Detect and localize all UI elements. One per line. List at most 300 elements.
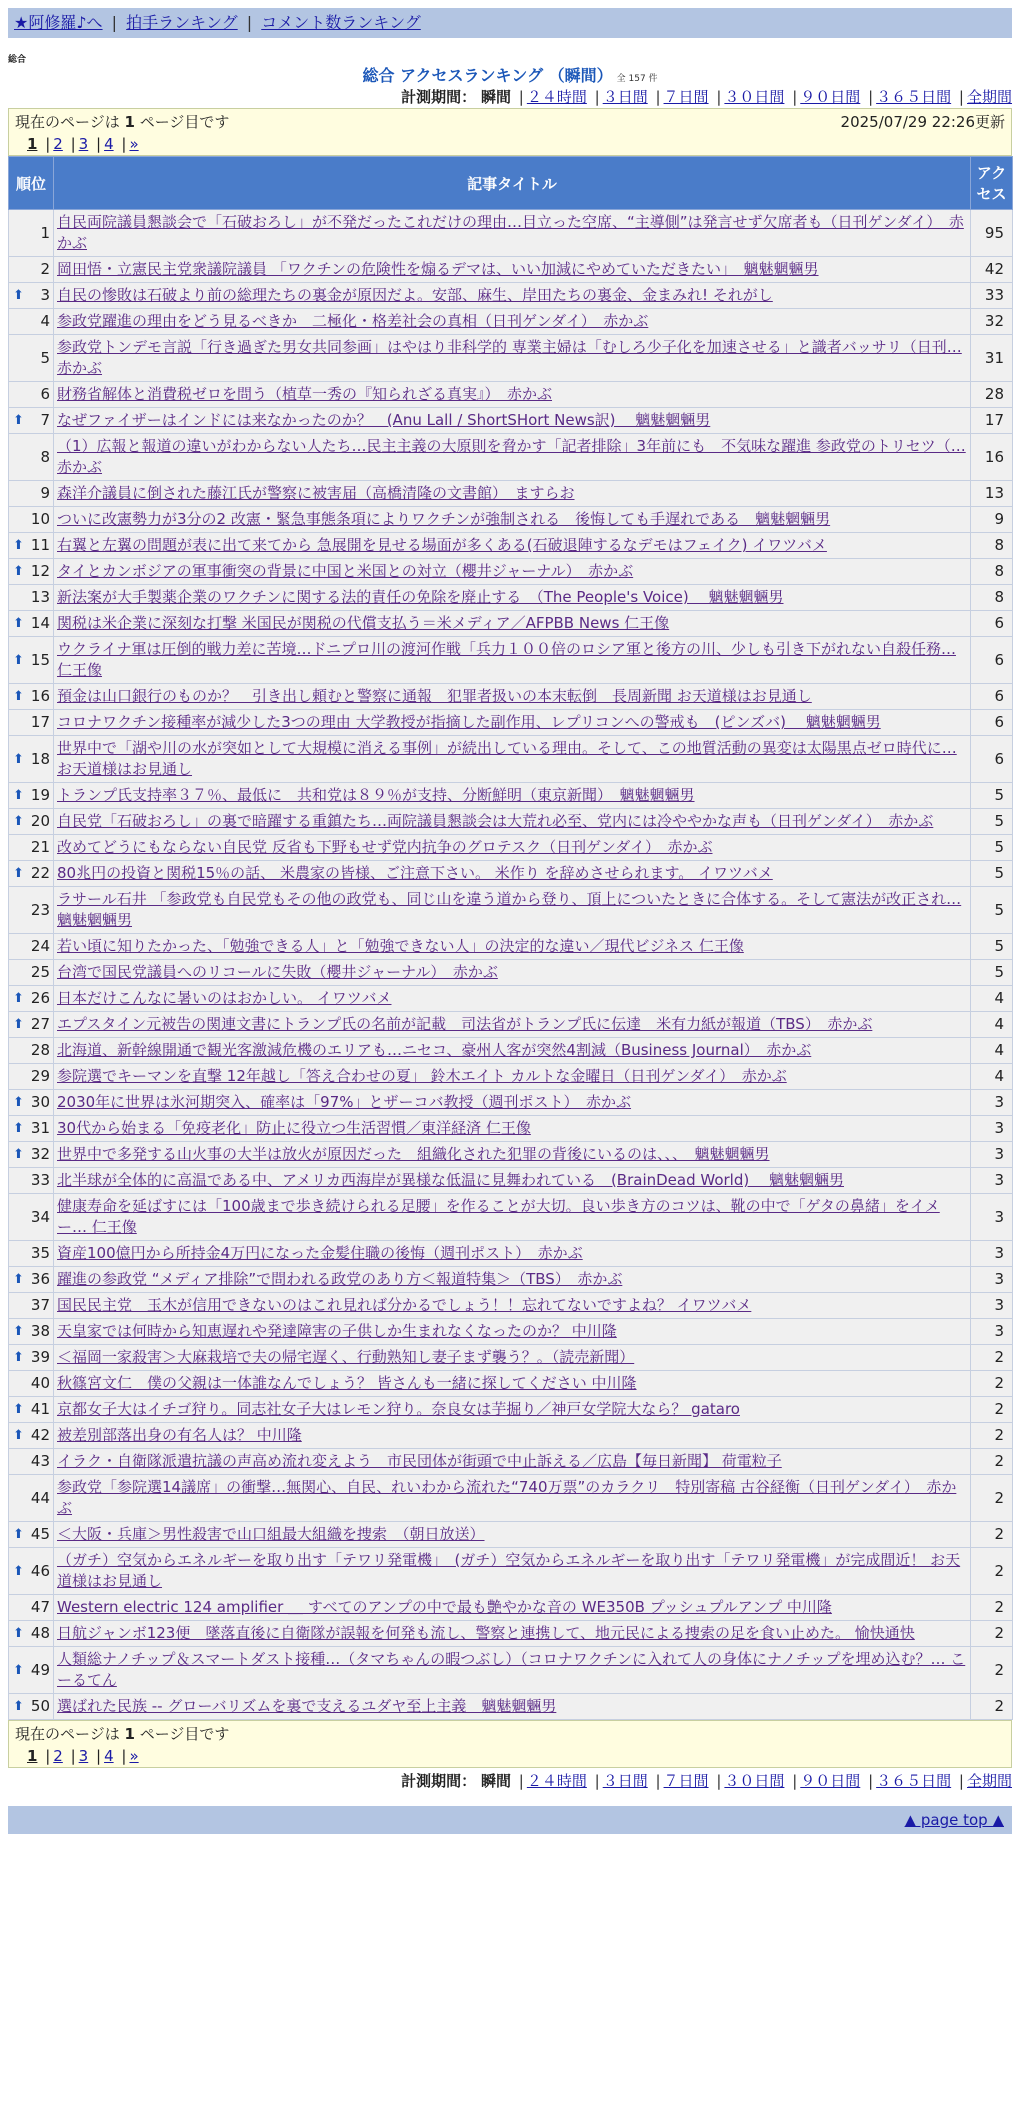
article-title-link[interactable]: 関税は米企業に深刻な打撃 米国民が関税の代償支払う＝米メディア／AFPBB News 仁王像	[57, 614, 670, 632]
title-cell	[54, 481, 971, 507]
rank-cell	[9, 1012, 54, 1038]
rank-number: 29	[30, 1067, 50, 1085]
rank-number: 22	[30, 864, 50, 882]
rank-number: 20	[30, 812, 50, 830]
article-title-link[interactable]: 選ばれた民族 -- グローバリズムを裏で支えるユダヤ至上主義 魑魅魍魎男	[57, 1697, 557, 1715]
article-title-link[interactable]: 若い頃に知りたかった、「勉強できる人」と「勉強できない人」の決定的な違い／現代ビジネス 仁王像	[57, 937, 744, 955]
period-3d[interactable]: ３日間	[602, 88, 648, 106]
table-row	[9, 1595, 1013, 1621]
rank-cell	[9, 835, 54, 861]
rank-number: 33	[30, 1171, 50, 1189]
rank-cell	[9, 861, 54, 887]
title-cell	[54, 257, 971, 283]
table-row	[9, 1397, 1013, 1423]
rank-cell	[9, 283, 54, 309]
access-count: 3	[971, 1194, 1013, 1241]
rank-cell	[9, 1142, 54, 1168]
title-cell	[54, 283, 971, 309]
access-count: 6	[971, 611, 1013, 637]
table-row	[9, 1371, 1013, 1397]
page-4-link-bottom[interactable]: 4	[104, 1747, 114, 1765]
rank-up-arrow-icon: ⬆	[13, 1272, 24, 1287]
title-cell	[54, 559, 971, 585]
table-row	[9, 1038, 1013, 1064]
article-title-link[interactable]: 森洋介議員に倒された藤江氏が警察に被害届（高橋清隆の文書館） ますらお	[57, 484, 575, 502]
rank-up-arrow-icon: ⬆	[13, 1147, 24, 1162]
access-count: 2	[971, 1345, 1013, 1371]
rank-number: 41	[30, 1400, 50, 1418]
rank-cell	[9, 783, 54, 809]
access-count: 2	[971, 1397, 1013, 1423]
period-365d[interactable]: ３６５日間	[876, 88, 952, 106]
title-cell	[54, 710, 971, 736]
rank-cell	[9, 1475, 54, 1522]
period-3d-bottom[interactable]: ３日間	[602, 1772, 648, 1790]
access-count: 5	[971, 887, 1013, 934]
rank-up-arrow-icon: ⬆	[13, 1324, 24, 1339]
table-row	[9, 611, 1013, 637]
rank-number: 42	[30, 1426, 50, 1444]
title-cell	[54, 1319, 971, 1345]
article-title-link[interactable]: 30代から始まる「免疫老化」防止に役立つ生活習慣／東洋経済 仁王像	[57, 1119, 531, 1137]
rank-up-arrow-icon: ⬆	[13, 1350, 24, 1365]
article-title-link[interactable]: エプスタイン元被告の関連文書にトランプ氏の名前が記載 司法省がトランプ氏に伝達 米有力紙が報道（TBS） 赤かぶ	[57, 1015, 873, 1033]
title-cell	[54, 1475, 971, 1522]
article-title-link[interactable]: ＜福岡一家殺害＞大麻栽培で夫の帰宅遅く、行動熟知し妻子まず襲う？。（読売新聞）	[57, 1348, 635, 1366]
title-cell	[54, 1694, 971, 1720]
rank-cell	[9, 1522, 54, 1548]
header-title: 記事タイトル	[54, 157, 971, 210]
access-count: 5	[971, 934, 1013, 960]
period-30d-bottom[interactable]: ３０日間	[724, 1772, 785, 1790]
access-count: 3	[971, 1267, 1013, 1293]
page-3-link[interactable]: 3	[78, 135, 89, 153]
access-count: 2	[971, 1595, 1013, 1621]
title-cell	[54, 408, 971, 434]
rank-cell	[9, 481, 54, 507]
article-title-link[interactable]: なぜファイザーはインドには来なかったのか？ (Anu Lall / ShortSHort News訳) 魑魅魍魎男	[57, 411, 711, 429]
rank-cell	[9, 637, 54, 684]
period-selector-bottom: 計測期間： 瞬間 | ２４時間 | ３日間 | ７日間 | ３０日間 | ９０日間 | ３６５日間 | 全期間	[401, 1772, 1012, 1790]
rank-cell	[9, 1319, 54, 1345]
access-count: 17	[971, 408, 1013, 434]
article-title-link[interactable]: タイとカンボジアの軍事衝突の背景に中国と米国との対立（櫻井ジャーナル） 赤かぶ	[57, 562, 634, 580]
article-title-link[interactable]: 京都女子大はイチゴ狩り。同志社女子大はレモン狩り。奈良女は芋掘り／神戸女学院大なら？ gataro	[57, 1400, 740, 1418]
table-row	[9, 585, 1013, 611]
article-title-link[interactable]: 日本だけこんなに暑いのはおかしい。 イワツバメ	[57, 989, 392, 1007]
article-title-link[interactable]: 参院選でキーマンを直撃 12年越し「答え合わせの夏」 鈴木エイト カルトな金曜日（日刊ゲンダイ） 赤かぶ	[57, 1067, 787, 1085]
access-count: 9	[971, 507, 1013, 533]
rank-cell	[9, 1267, 54, 1293]
rank-number: 25	[30, 963, 50, 981]
title-cell	[54, 783, 971, 809]
rank-number: 48	[30, 1624, 50, 1642]
access-count: 6	[971, 736, 1013, 783]
article-title-link[interactable]: 預金は山口銀行のものか？ 引き出し頼むと警察に通報 犯罪者扱いの本末転倒 長周新聞 お天道様はお見通し	[57, 687, 812, 705]
title-cell	[54, 1449, 971, 1475]
article-title-link[interactable]: 北半球が全体的に高温である中、アメリカ西海岸が異様な低温に見舞われている (BrainDead World) 魑魅魍魎男	[57, 1171, 844, 1189]
access-count: 3	[971, 1090, 1013, 1116]
article-title-link[interactable]: ついに改憲勢力が3分の2 改憲・緊急事態条項によりワクチンが強制される 後悔しても手遅れである 魑魅魍魎男	[57, 510, 831, 528]
rank-number: 2	[40, 260, 50, 278]
rank-up-arrow-icon: ⬆	[13, 1095, 24, 1110]
pagination-top: 1 | 2 | 3 | 4 | »	[27, 135, 139, 153]
article-title-link[interactable]: トランプ氏支持率３７％、最低に 共和党は８９％が支持、分断鮮明（東京新聞） 魑魅魍魎男	[57, 786, 695, 804]
article-title-link[interactable]: 自民党「石破おろし」の裏で暗躍する重鎮たち…両院議員懇談会は大荒れ必至、党内には冷ややかな声も（日刊ゲンダイ） 赤かぶ	[57, 812, 934, 830]
rank-cell	[9, 611, 54, 637]
article-title-link[interactable]: 右翼と左翼の問題が表に出て来てから 急展開を見せる場面が多くある(石破退陣するなデモはフェイク) イワツバメ	[57, 536, 827, 554]
title-cell	[54, 1064, 971, 1090]
article-title-link[interactable]: 台湾で国民党議員へのリコールに失敗（櫻井ジャーナル） 赤かぶ	[57, 963, 498, 981]
comment-ranking-link[interactable]: コメント数ランキング	[261, 13, 421, 32]
rank-cell	[9, 1397, 54, 1423]
table-row	[9, 1142, 1013, 1168]
rank-number: 13	[30, 588, 50, 606]
article-title-link[interactable]: Western electric 124 amplifier ＿ すべてのアンプの中で最も艶やかな音の WE350B プッシュプルアンプ 中川隆	[57, 1598, 832, 1616]
table-row	[9, 257, 1013, 283]
table-row	[9, 1449, 1013, 1475]
title-cell	[54, 861, 971, 887]
table-row	[9, 1090, 1013, 1116]
table-row	[9, 637, 1013, 684]
rank-up-arrow-icon: ⬆	[13, 1017, 24, 1032]
rank-number: 24	[30, 937, 50, 955]
rank-cell	[9, 809, 54, 835]
rank-cell	[9, 1449, 54, 1475]
access-count: 95	[971, 210, 1013, 257]
article-title-link[interactable]: 改めてどうにもならない自民党 反省も下野もせず党内抗争のグロテスク（日刊ゲンダイ） 赤かぶ	[57, 838, 713, 856]
article-title-link[interactable]: 人類総ナノチップ＆スマートダスト接種…（タマちゃんの暇つぶし）（コロナワクチンに入れて人の身体にナノチップを埋め込む？… こーるてん	[57, 1650, 966, 1689]
period-7d-bottom[interactable]: ７日間	[663, 1772, 709, 1790]
rank-number: 44	[30, 1488, 50, 1507]
top-nav-bar	[8, 8, 1012, 38]
table-row	[9, 1475, 1013, 1522]
title-cell	[54, 960, 971, 986]
article-title-link[interactable]: 自民の惨敗は石破より前の総理たちの裏金が原因だよ。安部、麻生、岸田たちの裏金、金まみれ! それがし	[57, 286, 773, 304]
rank-up-arrow-icon: ⬆	[13, 689, 24, 704]
rank-number: 12	[30, 562, 50, 580]
title-cell	[54, 934, 971, 960]
access-count: 2	[971, 1449, 1013, 1475]
article-title-link[interactable]: （ガチ）空気からエネルギーを取り出す「テワリ発電機」 (ガチ）空気からエネルギーを取り出す「テワリ発電機」が完成間近！ お天道様はお見通し	[57, 1551, 961, 1590]
rank-cell	[9, 960, 54, 986]
table-row	[9, 887, 1013, 934]
title-cell	[54, 309, 971, 335]
period-24h-bottom[interactable]: ２４時間	[526, 1772, 587, 1790]
table-row	[9, 1522, 1013, 1548]
period-90d-bottom[interactable]: ９０日間	[800, 1772, 861, 1790]
table-row	[9, 335, 1013, 382]
article-title-link[interactable]: 日航ジャンボ123便 墜落直後に自衛隊が誤報を何発も流し、警察と連携して、地元民による捜索の足を食い止めた。 愉快通快	[57, 1624, 915, 1642]
page-1-current-bottom: 1	[27, 1747, 38, 1765]
title-cell	[54, 887, 971, 934]
rank-up-arrow-icon: ⬆	[13, 1699, 24, 1714]
title-cell	[54, 1345, 971, 1371]
table-row	[9, 809, 1013, 835]
page-1-current: 1	[27, 135, 38, 153]
rank-cell	[9, 710, 54, 736]
table-row	[9, 710, 1013, 736]
page-info-top	[8, 108, 1012, 156]
article-title-link[interactable]: 被差別部落出身の有名人は？ 中川隆	[57, 1426, 302, 1444]
rank-number: 30	[30, 1093, 50, 1111]
article-title-link[interactable]: 自民両院議員懇談会で「石破おろし」が不発だったこれだけの理由…目立った空席、“主導側”は発言せず欠席者も（日刊ゲンダイ） 赤かぶ	[57, 213, 964, 252]
page-2-link[interactable]: 2	[53, 135, 63, 153]
article-title-link[interactable]: 資産100億円から所持金4万円になった金髪住職の後悔（週刊ポスト） 赤かぶ	[57, 1244, 583, 1262]
rank-number: 1	[40, 223, 50, 242]
title-cell	[54, 335, 971, 382]
rank-number: 43	[30, 1452, 50, 1470]
rank-cell	[9, 1168, 54, 1194]
page-3-link-bottom[interactable]: 3	[78, 1747, 89, 1765]
rank-number: 27	[30, 1015, 50, 1033]
article-title-link[interactable]: 参政党トンデモ言説「行き過ぎた男女共同参画」はやはり非科学的 専業主婦は「むしろ少子化を加速させる」と識者バッサリ（日刊… 赤かぶ	[57, 338, 962, 377]
rank-number: 8	[40, 447, 50, 466]
access-count: 2	[971, 1475, 1013, 1522]
access-count: 5	[971, 783, 1013, 809]
table-row	[9, 1064, 1013, 1090]
period-selector-top: 計測期間： 瞬間 | ２４時間 | ３日間 | ７日間 | ３０日間 | ９０日間 | ３６５日間 | 全期間	[401, 88, 1012, 106]
rank-up-arrow-icon: ⬆	[13, 866, 24, 881]
table-row	[9, 408, 1013, 434]
rank-number: 26	[30, 989, 50, 1007]
title-cell	[54, 835, 971, 861]
table-row	[9, 960, 1013, 986]
rank-number: 6	[40, 385, 50, 403]
period-24h[interactable]: ２４時間	[526, 88, 587, 106]
home-link[interactable]: ★阿修羅♪へ	[14, 13, 103, 32]
rank-cell	[9, 257, 54, 283]
access-count: 42	[971, 257, 1013, 283]
article-title-link[interactable]: 新法案が大手製薬企業のワクチンに関する法的責任の免除を廃止する （The People's Voice) 魑魅魍魎男	[57, 588, 784, 606]
rank-number: 28	[30, 1041, 50, 1059]
header-access: アクセス	[971, 157, 1013, 210]
rank-cell	[9, 684, 54, 710]
access-count: 5	[971, 809, 1013, 835]
title-cell	[54, 1548, 971, 1595]
table-row	[9, 507, 1013, 533]
rank-cell	[9, 585, 54, 611]
table-row	[9, 1194, 1013, 1241]
rank-cell	[9, 934, 54, 960]
article-title-link[interactable]: 参政党「参院選14議席」の衝撃…無関心、自民、れいわから流れた“740万票”のカラクリ 特別寄稿 古谷経衡（日刊ゲンダイ） 赤かぶ	[57, 1478, 957, 1517]
period-365d-bottom[interactable]: ３６５日間	[876, 1772, 952, 1790]
article-title-link[interactable]: 財務省解体と消費税ゼロを問う（植草一秀の『知られざる真実』） 赤かぶ	[57, 385, 553, 403]
table-row	[9, 1267, 1013, 1293]
title-cell	[54, 1038, 971, 1064]
rank-number: 37	[30, 1296, 50, 1314]
article-title-link[interactable]: ウクライナ軍は圧倒的戦力差に苦境…ドニプロ川の渡河作戦「兵力１００倍のロシア軍と後方の川、少しも引き下がれない自殺任務… 仁王像	[57, 640, 956, 679]
page-2-link-bottom[interactable]: 2	[53, 1747, 63, 1765]
table-row	[9, 1345, 1013, 1371]
period-all[interactable]: 全期間	[966, 88, 1012, 106]
title-cell	[54, 637, 971, 684]
title-cell	[54, 1621, 971, 1647]
access-count: 2	[971, 1371, 1013, 1397]
rank-up-arrow-icon: ⬆	[13, 1662, 24, 1678]
page-top-link[interactable]: ▲ page top ▲	[904, 1811, 1004, 1829]
table-row	[9, 434, 1013, 481]
article-title-link[interactable]: 北海道、新幹線開通で観光客激減危機のエリアも…ニセコ、豪州人客が突然4割減（Business Journal） 赤かぶ	[57, 1041, 812, 1059]
table-row	[9, 382, 1013, 408]
access-count: 6	[971, 710, 1013, 736]
rank-cell	[9, 1548, 54, 1595]
page-title-text: 総合 アクセスランキング （瞬間）	[362, 66, 613, 85]
rank-number: 4	[40, 312, 50, 330]
title-cell	[54, 1168, 971, 1194]
title-cell	[54, 1371, 971, 1397]
rank-cell	[9, 1038, 54, 1064]
article-title-link[interactable]: 躍進の参政党 “メディア排除”で問われる政党のあり方＜報道特集＞（TBS） 赤かぶ	[57, 1270, 623, 1288]
article-title-link[interactable]: 健康寿命を延ばすには「100歳まで歩き続けられる足腰」を作ることが大切。良い歩き方のコツは、靴の中で「ゲタの鼻緒」をイメー… 仁王像	[57, 1197, 940, 1236]
article-title-link[interactable]: 秋篠宮文仁 僕の父親は一体誰なんでしょう？ 皆さんも一緒に探してください 中川隆	[57, 1374, 637, 1392]
rank-cell	[9, 1241, 54, 1267]
current-page-text: 現在のページは 1 ページ目です	[15, 113, 230, 131]
access-count: 6	[971, 637, 1013, 684]
article-title-link[interactable]: 2030年に世界は氷河期突入、確率は「97%」とザーコバ教授（週刊ポスト） 赤かぶ	[57, 1093, 632, 1111]
ranking-table-body	[9, 210, 1013, 1720]
title-cell	[54, 382, 971, 408]
title-cell	[54, 585, 971, 611]
period-30d[interactable]: ３０日間	[724, 88, 785, 106]
access-count: 2	[971, 1694, 1013, 1720]
rank-cell	[9, 382, 54, 408]
access-count: 16	[971, 434, 1013, 481]
rank-cell	[9, 335, 54, 382]
article-title-link[interactable]: 国民民主党 玉木が信用できないのはこれ見れば分かるでしょう！！忘れてないですよね？ イワツバメ	[57, 1296, 752, 1314]
title-cell	[54, 1194, 971, 1241]
period-90d[interactable]: ９０日間	[800, 88, 861, 106]
article-title-link[interactable]: ラサール石井 「参政党も自民党もその他の政党も、同じ山を違う道から登り、頂上についたときに合体する。そして憲法が改正され… 魑魅魍魎男	[57, 890, 962, 929]
article-title-link[interactable]: 天皇家では何時から知恵遅れや発達障害の子供しか生まれなくなったのか？ 中川隆	[57, 1322, 617, 1340]
rank-number: 16	[30, 687, 50, 705]
category-label: 総合	[8, 55, 27, 65]
title-cell	[54, 736, 971, 783]
bottom-bar	[8, 1806, 1012, 1834]
rank-up-arrow-icon: ⬆	[13, 564, 24, 579]
rank-up-arrow-icon: ⬆	[13, 288, 24, 303]
rank-cell	[9, 1371, 54, 1397]
article-title-link[interactable]: 岡田悟・立憲民主党衆議院議員 「ワクチンの危険性を煽るデマは、いい加減にやめていただきたい」 魑魅魍魎男	[57, 260, 819, 278]
clap-ranking-link[interactable]: 拍手ランキング	[126, 13, 238, 32]
table-row	[9, 783, 1013, 809]
access-count: 5	[971, 835, 1013, 861]
access-count: 8	[971, 559, 1013, 585]
rank-up-arrow-icon: ⬆	[13, 1402, 24, 1417]
next-page-link[interactable]: »	[129, 135, 139, 153]
table-row	[9, 533, 1013, 559]
updated-timestamp: 2025/07/29 22:26更新	[840, 113, 1005, 131]
access-count: 8	[971, 585, 1013, 611]
rank-up-arrow-icon: ⬆	[13, 751, 24, 767]
article-title-link[interactable]: 80兆円の投資と関税15％の話、 米農家の皆様、ご注意下さい。 米作り を辞めさせられます。 イワツバメ	[57, 864, 773, 882]
table-row	[9, 986, 1013, 1012]
rank-number: 14	[30, 614, 50, 632]
title-cell	[54, 1293, 971, 1319]
period-all-bottom[interactable]: 全期間	[966, 1772, 1012, 1790]
article-title-link[interactable]: 参政党躍進の理由をどう見るべきか 二極化・格差社会の真相（日刊ゲンダイ） 赤かぶ	[57, 312, 649, 330]
rank-number: 15	[30, 650, 50, 669]
table-row	[9, 1168, 1013, 1194]
access-count: 2	[971, 1522, 1013, 1548]
table-row	[9, 934, 1013, 960]
title-cell	[54, 210, 971, 257]
nav-separator: |	[111, 13, 118, 32]
rank-number: 34	[30, 1207, 50, 1226]
rank-number: 19	[30, 786, 50, 804]
rank-number: 18	[30, 749, 50, 768]
rank-number: 49	[30, 1660, 50, 1679]
table-row	[9, 210, 1013, 257]
article-title-link[interactable]: コロナワクチン接種率が減少した3つの理由 大学教授が指摘した副作用、レプリコンへの警戒も (ピンズバ) 魑魅魍魎男	[57, 713, 881, 731]
title-cell	[54, 507, 971, 533]
table-row	[9, 1012, 1013, 1038]
pagination-bottom: 1 | 2 | 3 | 4 | »	[27, 1747, 139, 1765]
rank-number: 38	[30, 1322, 50, 1340]
rank-up-arrow-icon: ⬆	[13, 991, 24, 1006]
period-current: 瞬間	[480, 88, 511, 106]
title-cell	[54, 1012, 971, 1038]
rank-number: 9	[40, 484, 50, 502]
access-count: 31	[971, 335, 1013, 382]
table-header-row	[9, 157, 1013, 210]
access-count: 6	[971, 684, 1013, 710]
access-count: 3	[971, 1241, 1013, 1267]
table-row	[9, 684, 1013, 710]
title-cell	[54, 1595, 971, 1621]
current-page-text-bottom: 現在のページは 1 ページ目です	[15, 1725, 230, 1743]
article-title-link[interactable]: （1）広報と報道の違いがわからない人たち…民主主義の大原則を脅かす「記者排除」3年前にも 不気味な躍進 参政党のトリセツ（… 赤かぶ	[57, 437, 966, 476]
total-count: 全 157 件	[616, 74, 658, 84]
rank-cell	[9, 1293, 54, 1319]
access-count: 8	[971, 533, 1013, 559]
article-title-link[interactable]: 世界中で「湖や川の水が突如として大規模に消える事例」が続出している理由。そして、この地質活動の異変は太陽黒点ゼロ時代に… お天道様はお見通し	[57, 739, 957, 778]
period-label: 計測期間：	[401, 88, 477, 106]
access-count: 2	[971, 1423, 1013, 1449]
nav-separator: |	[246, 13, 253, 32]
article-title-link[interactable]: 世界中で多発する山火事の大半は放火が原因だった 組織化された犯罪の背後にいるのは、、、 魑魅魍魎男	[57, 1145, 770, 1163]
table-row	[9, 1694, 1013, 1720]
table-row	[9, 1647, 1013, 1694]
title-cell	[54, 1241, 971, 1267]
rank-number: 3	[40, 286, 50, 304]
rank-cell	[9, 986, 54, 1012]
rank-cell	[9, 1595, 54, 1621]
article-title-link[interactable]: イラク・自衛隊派遣抗議の声高め流れ変えよう 市民団体が街頭で中止訴える／広島【毎日新聞】 荷電粒子	[57, 1452, 782, 1470]
access-count: 32	[971, 309, 1013, 335]
rank-number: 50	[30, 1697, 50, 1715]
next-page-link-bottom[interactable]: »	[129, 1747, 139, 1765]
article-title-link[interactable]: ＜大阪・兵庫＞男性殺害で山口組最大組織を捜索 （朝日放送）	[57, 1525, 485, 1543]
rank-number: 36	[30, 1270, 50, 1288]
rank-up-arrow-icon: ⬆	[13, 616, 24, 631]
access-count: 5	[971, 861, 1013, 887]
rank-cell	[9, 1194, 54, 1241]
table-row	[9, 835, 1013, 861]
page-4-link[interactable]: 4	[104, 135, 114, 153]
title-cell	[54, 1647, 971, 1694]
rank-up-arrow-icon: ⬆	[13, 1428, 24, 1443]
rank-cell	[9, 1423, 54, 1449]
access-count: 3	[971, 1168, 1013, 1194]
rank-cell	[9, 736, 54, 783]
rank-cell	[9, 1090, 54, 1116]
rank-number: 11	[30, 536, 50, 554]
rank-up-arrow-icon: ⬆	[13, 814, 24, 829]
rank-cell	[9, 1621, 54, 1647]
period-7d[interactable]: ７日間	[663, 88, 709, 106]
rank-number: 35	[30, 1244, 50, 1262]
